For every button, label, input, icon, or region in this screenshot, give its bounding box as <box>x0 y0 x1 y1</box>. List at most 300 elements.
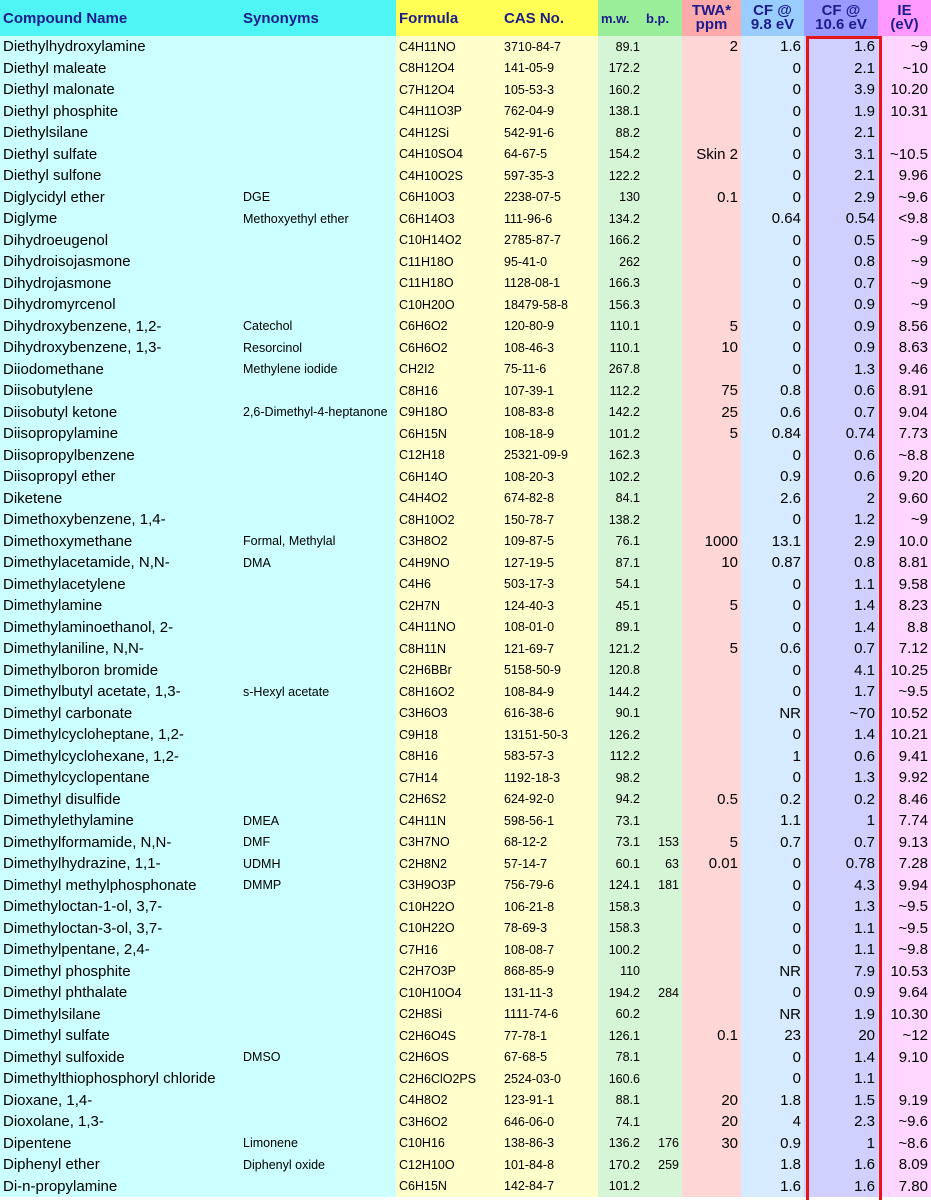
cell-cf-10-6: 0.9 <box>804 294 878 316</box>
cell-ie: ~9 <box>878 251 931 273</box>
header-twa <box>682 0 741 36</box>
cell-formula: C8H10O2 <box>396 509 501 531</box>
cell-compound-name: Diisopropylbenzene <box>0 445 240 467</box>
cell-cas-no: 108-84-9 <box>501 681 598 703</box>
cell-twa <box>682 703 741 725</box>
cell-cf-10-6: 2.1 <box>804 58 878 80</box>
cell-twa <box>682 251 741 273</box>
table-row <box>0 294 931 316</box>
cell-compound-name: Dimethyl methylphosphonate <box>0 875 240 897</box>
table-row <box>0 896 931 918</box>
cell-formula: C10H16 <box>396 1133 501 1155</box>
table-row <box>0 359 931 381</box>
cell-cas-no: 646-06-0 <box>501 1111 598 1133</box>
cell-formula: C4H6 <box>396 574 501 596</box>
cell-cf-9-8: 1.8 <box>741 1090 804 1112</box>
cell-cas-no: 108-46-3 <box>501 337 598 359</box>
cell-compound-name: Diethyl malonate <box>0 79 240 101</box>
table-row <box>0 982 931 1004</box>
table-row <box>0 660 931 682</box>
table-row <box>0 101 931 123</box>
cell-cas-no: 68-12-2 <box>501 832 598 854</box>
cell-cas-no: 3710-84-7 <box>501 36 598 58</box>
cell-compound-name: Dihydroxybenzene, 1,2- <box>0 316 240 338</box>
header-cf-10-6-line1: CF @ <box>821 2 861 19</box>
cell-cf-9-8: 0 <box>741 681 804 703</box>
cell-synonym: Methylene iodide <box>240 359 396 381</box>
cell-cas-no: 121-69-7 <box>501 638 598 660</box>
cell-twa: 20 <box>682 1090 741 1112</box>
cell-twa: 5 <box>682 595 741 617</box>
cell-cas-no: 131-11-3 <box>501 982 598 1004</box>
cell-cas-no: 107-39-1 <box>501 380 598 402</box>
cell-mw: 90.1 <box>598 703 643 725</box>
header-cas-no: CAS No. <box>501 0 598 36</box>
cell-cf-10-6: 0.54 <box>804 208 878 230</box>
header-bp: b.p. <box>643 0 682 36</box>
table-row <box>0 1004 931 1026</box>
cell-mw: 89.1 <box>598 36 643 58</box>
cell-formula: C4H12Si <box>396 122 501 144</box>
header-cf-9-8 <box>741 0 804 36</box>
cell-twa <box>682 208 741 230</box>
cell-ie: 9.64 <box>878 982 931 1004</box>
header-compound-name: Compound Name <box>0 0 240 36</box>
cell-cf-9-8: NR <box>741 961 804 983</box>
cell-twa <box>682 896 741 918</box>
cell-cf-9-8: 0.8 <box>741 380 804 402</box>
cell-ie: 9.20 <box>878 466 931 488</box>
cell-synonym <box>240 58 396 80</box>
cell-twa <box>682 660 741 682</box>
cell-cas-no: 762-04-9 <box>501 101 598 123</box>
cell-cf-9-8: 1.6 <box>741 36 804 58</box>
cell-bp <box>643 273 682 295</box>
cell-formula: C10H22O <box>396 896 501 918</box>
cell-cas-no: 64-67-5 <box>501 144 598 166</box>
cell-mw: 172.2 <box>598 58 643 80</box>
cell-mw: 73.1 <box>598 810 643 832</box>
cell-formula: C2H7O3P <box>396 961 501 983</box>
table-row <box>0 187 931 209</box>
cell-formula: C4H4O2 <box>396 488 501 510</box>
cell-cf-10-6: 0.9 <box>804 337 878 359</box>
cell-ie: 10.31 <box>878 101 931 123</box>
cell-mw: 194.2 <box>598 982 643 1004</box>
cell-cas-no: 2524-03-0 <box>501 1068 598 1090</box>
cell-ie: 9.58 <box>878 574 931 596</box>
cell-ie: ~9.6 <box>878 1111 931 1133</box>
table-row <box>0 1154 931 1176</box>
cell-ie: ~8.6 <box>878 1133 931 1155</box>
cell-cas-no: 624-92-0 <box>501 789 598 811</box>
cell-formula: C8H16O2 <box>396 681 501 703</box>
cell-cf-10-6: 0.5 <box>804 230 878 252</box>
table-row <box>0 165 931 187</box>
cell-ie: ~10 <box>878 58 931 80</box>
cell-twa <box>682 574 741 596</box>
cell-formula: C10H14O2 <box>396 230 501 252</box>
cell-cf-10-6: 1.6 <box>804 36 878 58</box>
cell-cf-9-8: 0 <box>741 595 804 617</box>
cell-synonym: Limonene <box>240 1133 396 1155</box>
cell-mw: 154.2 <box>598 144 643 166</box>
cell-synonym <box>240 724 396 746</box>
cell-cf-9-8: 0.7 <box>741 832 804 854</box>
cell-cas-no: 616-38-6 <box>501 703 598 725</box>
cell-mw: 160.6 <box>598 1068 643 1090</box>
table-row <box>0 466 931 488</box>
cell-mw: 267.8 <box>598 359 643 381</box>
header-twa-line1: TWA* <box>691 2 732 19</box>
cell-bp <box>643 380 682 402</box>
cell-twa <box>682 746 741 768</box>
cell-cas-no: 18479-58-8 <box>501 294 598 316</box>
cell-twa <box>682 918 741 940</box>
cell-cf-10-6: 2.9 <box>804 187 878 209</box>
cell-cf-9-8: 0 <box>741 767 804 789</box>
cell-mw: 74.1 <box>598 1111 643 1133</box>
cell-twa <box>682 810 741 832</box>
cell-bp <box>643 230 682 252</box>
cell-formula: C6H14O <box>396 466 501 488</box>
cell-compound-name: Dimethylpentane, 2,4- <box>0 939 240 961</box>
cell-formula: C7H12O4 <box>396 79 501 101</box>
cell-bp <box>643 466 682 488</box>
cell-twa: 1000 <box>682 531 741 553</box>
cell-ie: 10.53 <box>878 961 931 983</box>
cell-synonym <box>240 638 396 660</box>
cell-cf-10-6: 7.9 <box>804 961 878 983</box>
cell-synonym: DMSO <box>240 1047 396 1069</box>
cell-twa: 10 <box>682 552 741 574</box>
cell-ie: 10.0 <box>878 531 931 553</box>
table-body <box>0 36 931 1197</box>
cell-cf-10-6: 4.3 <box>804 875 878 897</box>
cell-cas-no: 142-84-7 <box>501 1176 598 1198</box>
cell-synonym <box>240 466 396 488</box>
cell-twa <box>682 359 741 381</box>
cell-bp <box>643 595 682 617</box>
cell-cas-no: 67-68-5 <box>501 1047 598 1069</box>
cell-cas-no: 106-21-8 <box>501 896 598 918</box>
cell-cas-no: 598-56-1 <box>501 810 598 832</box>
cell-twa <box>682 273 741 295</box>
header-ie-line2: (eV) <box>890 16 919 33</box>
cell-twa: Skin 2 <box>682 144 741 166</box>
cell-mw: 100.2 <box>598 939 643 961</box>
cell-cf-9-8: 0 <box>741 660 804 682</box>
table-row <box>0 1111 931 1133</box>
cell-synonym <box>240 789 396 811</box>
cell-ie: ~9 <box>878 294 931 316</box>
cell-cas-no: 108-01-0 <box>501 617 598 639</box>
cell-bp <box>643 208 682 230</box>
table-row <box>0 1047 931 1069</box>
cell-compound-name: Dimethylthiophosphoryl chloride <box>0 1068 240 1090</box>
cell-cf-10-6: 2.1 <box>804 165 878 187</box>
cell-formula: C12H10O <box>396 1154 501 1176</box>
cell-cf-10-6: 1 <box>804 810 878 832</box>
cell-cas-no: 583-57-3 <box>501 746 598 768</box>
cell-formula: C4H9NO <box>396 552 501 574</box>
cell-compound-name: Dimethylaminoethanol, 2- <box>0 617 240 639</box>
cell-mw: 138.2 <box>598 509 643 531</box>
cell-cf-9-8: 0 <box>741 896 804 918</box>
cell-bp <box>643 617 682 639</box>
cell-synonym <box>240 703 396 725</box>
cell-formula: C6H15N <box>396 1176 501 1198</box>
cell-formula: C4H11NO <box>396 36 501 58</box>
cell-cf-9-8: 0.9 <box>741 466 804 488</box>
cell-cas-no: 75-11-6 <box>501 359 598 381</box>
cell-cf-10-6: 2 <box>804 488 878 510</box>
cell-cas-no: 25321-09-9 <box>501 445 598 467</box>
cell-cf-9-8: 1.1 <box>741 810 804 832</box>
table-row <box>0 316 931 338</box>
cell-bp <box>643 961 682 983</box>
table-row <box>0 36 931 58</box>
cell-mw: 134.2 <box>598 208 643 230</box>
cell-compound-name: Diisobutylene <box>0 380 240 402</box>
cell-mw: 124.1 <box>598 875 643 897</box>
cell-synonym: DMA <box>240 552 396 574</box>
cell-cf-10-6: 1.6 <box>804 1154 878 1176</box>
cell-synonym <box>240 380 396 402</box>
cell-formula: C4H11N <box>396 810 501 832</box>
cell-bp <box>643 789 682 811</box>
cell-ie: 9.19 <box>878 1090 931 1112</box>
cell-compound-name: Dimethyl phthalate <box>0 982 240 1004</box>
cell-cf-10-6: 1.1 <box>804 939 878 961</box>
cell-synonym <box>240 273 396 295</box>
cell-bp <box>643 79 682 101</box>
cell-cas-no: 138-86-3 <box>501 1133 598 1155</box>
cell-ie: 7.12 <box>878 638 931 660</box>
cell-ie: 9.92 <box>878 767 931 789</box>
cell-bp: 259 <box>643 1154 682 1176</box>
table-row <box>0 1068 931 1090</box>
cell-ie: 9.41 <box>878 746 931 768</box>
cell-mw: 84.1 <box>598 488 643 510</box>
cell-cas-no: 109-87-5 <box>501 531 598 553</box>
cell-synonym <box>240 746 396 768</box>
cell-mw: 45.1 <box>598 595 643 617</box>
cell-synonym <box>240 423 396 445</box>
cell-formula: C2H6O4S <box>396 1025 501 1047</box>
cell-compound-name: Dimethyl carbonate <box>0 703 240 725</box>
cell-mw: 126.1 <box>598 1025 643 1047</box>
cell-twa: 20 <box>682 1111 741 1133</box>
cell-cas-no: 542-91-6 <box>501 122 598 144</box>
cell-compound-name: Dimethylcycloheptane, 1,2- <box>0 724 240 746</box>
cell-synonym: Resorcinol <box>240 337 396 359</box>
cell-cf-10-6: 1.4 <box>804 617 878 639</box>
cell-twa <box>682 58 741 80</box>
cell-formula: C9H18O <box>396 402 501 424</box>
cell-mw: 102.2 <box>598 466 643 488</box>
table-row <box>0 509 931 531</box>
cell-cf-9-8: NR <box>741 703 804 725</box>
table-row <box>0 380 931 402</box>
cell-cf-10-6: 0.74 <box>804 423 878 445</box>
cell-cf-10-6: 1.4 <box>804 1047 878 1069</box>
cell-compound-name: Diphenyl ether <box>0 1154 240 1176</box>
cell-synonym <box>240 939 396 961</box>
cell-ie: ~9 <box>878 509 931 531</box>
cell-bp <box>643 423 682 445</box>
cell-twa: 5 <box>682 832 741 854</box>
table-row <box>0 337 931 359</box>
cell-twa <box>682 961 741 983</box>
cell-compound-name: Diiodomethane <box>0 359 240 381</box>
cell-ie: 7.28 <box>878 853 931 875</box>
cell-cf-10-6: 0.6 <box>804 746 878 768</box>
cell-compound-name: Dimethoxymethane <box>0 531 240 553</box>
cell-cf-10-6: 2.1 <box>804 122 878 144</box>
cell-cf-9-8: 0.6 <box>741 402 804 424</box>
table-row <box>0 918 931 940</box>
cell-twa <box>682 230 741 252</box>
cell-bp <box>643 681 682 703</box>
cell-formula: C2H8Si <box>396 1004 501 1026</box>
cell-cf-9-8: 0.64 <box>741 208 804 230</box>
cell-cf-10-6: 3.9 <box>804 79 878 101</box>
cell-cas-no: 674-82-8 <box>501 488 598 510</box>
cell-synonym <box>240 574 396 596</box>
cell-ie: 9.94 <box>878 875 931 897</box>
cell-twa: 0.1 <box>682 187 741 209</box>
cell-twa <box>682 165 741 187</box>
cell-compound-name: Diethyl maleate <box>0 58 240 80</box>
cell-synonym <box>240 294 396 316</box>
cell-cas-no: 111-96-6 <box>501 208 598 230</box>
cell-formula: C7H14 <box>396 767 501 789</box>
cell-formula: C10H22O <box>396 918 501 940</box>
table-row <box>0 531 931 553</box>
cell-bp: 181 <box>643 875 682 897</box>
cell-twa <box>682 1154 741 1176</box>
cell-formula: C4H11O3P <box>396 101 501 123</box>
cell-cf-10-6: 1.5 <box>804 1090 878 1112</box>
table-row <box>0 681 931 703</box>
cell-bp <box>643 531 682 553</box>
cell-cf-9-8: 0.6 <box>741 638 804 660</box>
cell-cas-no: 150-78-7 <box>501 509 598 531</box>
cell-formula: C4H8O2 <box>396 1090 501 1112</box>
cell-twa <box>682 617 741 639</box>
cell-ie <box>878 122 931 144</box>
cell-ie: ~9.6 <box>878 187 931 209</box>
cell-ie: 10.25 <box>878 660 931 682</box>
cell-cf-9-8: 0 <box>741 294 804 316</box>
cell-bp <box>643 445 682 467</box>
cell-compound-name: Dioxane, 1,4- <box>0 1090 240 1112</box>
table-row <box>0 208 931 230</box>
cell-ie: 7.74 <box>878 810 931 832</box>
cell-cas-no: 597-35-3 <box>501 165 598 187</box>
cell-mw: 54.1 <box>598 574 643 596</box>
cell-bp <box>643 810 682 832</box>
cell-formula: C3H6O2 <box>396 1111 501 1133</box>
cell-formula: C3H7NO <box>396 832 501 854</box>
cell-mw: 60.2 <box>598 1004 643 1026</box>
cell-cas-no: 13151-50-3 <box>501 724 598 746</box>
cell-cas-no: 2238-07-5 <box>501 187 598 209</box>
cell-compound-name: Diglycidyl ether <box>0 187 240 209</box>
cell-cf-9-8: 2.6 <box>741 488 804 510</box>
cell-synonym <box>240 79 396 101</box>
cell-formula: C4H10SO4 <box>396 144 501 166</box>
cell-compound-name: Dimethyloctan-1-ol, 3,7- <box>0 896 240 918</box>
cell-cf-10-6: 1.3 <box>804 767 878 789</box>
cell-mw: 101.2 <box>598 423 643 445</box>
cell-cas-no: 105-53-3 <box>501 79 598 101</box>
header-synonyms: Synonyms <box>240 0 396 36</box>
cell-bp <box>643 1004 682 1026</box>
cell-mw: 101.2 <box>598 1176 643 1198</box>
cell-compound-name: Diethylsilane <box>0 122 240 144</box>
header-cf-10-6-line2: 10.6 eV <box>815 16 867 33</box>
cell-bp <box>643 294 682 316</box>
cell-ie: 9.04 <box>878 402 931 424</box>
cell-cas-no: 141-05-9 <box>501 58 598 80</box>
cell-compound-name: Dimethyloctan-3-ol, 3,7- <box>0 918 240 940</box>
header-formula: Formula <box>396 0 501 36</box>
cell-bp <box>643 488 682 510</box>
table-row <box>0 875 931 897</box>
cell-cas-no: 503-17-3 <box>501 574 598 596</box>
cell-synonym: Formal, Methylal <box>240 531 396 553</box>
cell-compound-name: Dihydroxybenzene, 1,3- <box>0 337 240 359</box>
cell-synonym: DMF <box>240 832 396 854</box>
cell-bp <box>643 1047 682 1069</box>
cell-compound-name: Dimethylcyclopentane <box>0 767 240 789</box>
cell-cf-9-8: 1.8 <box>741 1154 804 1176</box>
cell-cas-no: 120-80-9 <box>501 316 598 338</box>
cell-compound-name: Dimethyl disulfide <box>0 789 240 811</box>
cell-formula: C7H16 <box>396 939 501 961</box>
cell-cf-10-6: 1.7 <box>804 681 878 703</box>
cell-cf-10-6: 20 <box>804 1025 878 1047</box>
cell-mw: 162.3 <box>598 445 643 467</box>
cell-cf-9-8: 0 <box>741 273 804 295</box>
cell-synonym <box>240 1025 396 1047</box>
cell-ie: 9.46 <box>878 359 931 381</box>
cell-twa: 10 <box>682 337 741 359</box>
cell-cf-9-8: 13.1 <box>741 531 804 553</box>
cell-twa <box>682 294 741 316</box>
table-row <box>0 251 931 273</box>
cell-synonym <box>240 488 396 510</box>
cell-mw: 158.3 <box>598 896 643 918</box>
cell-ie: 9.10 <box>878 1047 931 1069</box>
cell-cf-10-6: 2.3 <box>804 1111 878 1133</box>
cell-cf-9-8: 0 <box>741 58 804 80</box>
cell-bp <box>643 165 682 187</box>
cell-formula: C4H11NO <box>396 617 501 639</box>
cell-synonym <box>240 165 396 187</box>
cell-cf-10-6: 0.8 <box>804 552 878 574</box>
cell-compound-name: Diethyl phosphite <box>0 101 240 123</box>
cell-compound-name: Dihydromyrcenol <box>0 294 240 316</box>
cell-compound-name: Dimethylacetylene <box>0 574 240 596</box>
cell-cf-10-6: 1.2 <box>804 509 878 531</box>
cell-cas-no: 101-84-8 <box>501 1154 598 1176</box>
cell-formula: C2H6ClO2PS <box>396 1068 501 1090</box>
cell-synonym: DGE <box>240 187 396 209</box>
cell-mw: 88.1 <box>598 1090 643 1112</box>
